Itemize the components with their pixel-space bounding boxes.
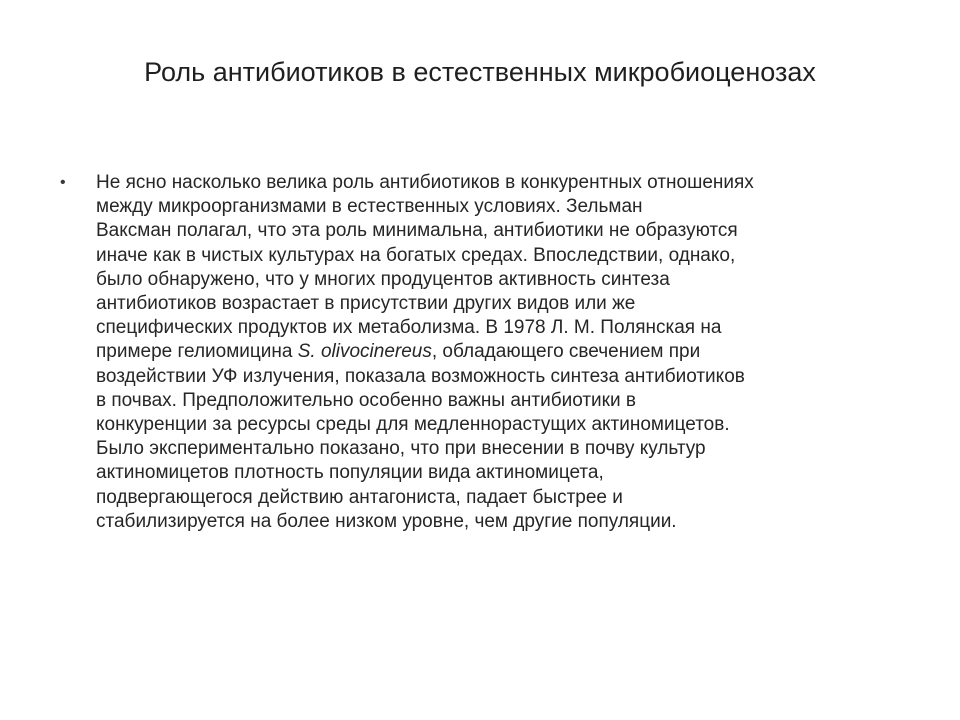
paragraph-line: в почвах. Предположительно особенно важны антибиотики в — [96, 389, 636, 411]
species-name: S. olivocinereus — [297, 341, 432, 363]
paragraph-line: подвергающегося действию антагониста, падает быстрее и — [96, 486, 623, 508]
paragraph-text: примере гелиомицина — [96, 341, 298, 363]
paragraph-text: , обладающего свечением при — [431, 341, 701, 363]
paragraph-line: между микроорганизмами в естественных условиях. Зельман — [96, 196, 643, 218]
paragraph-line: иначе как в чистых культурах на богатых средах. Впоследствии, однако, — [96, 244, 736, 266]
paragraph-line: Ваксман полагал, что эта роль минимальна, антибиотики не образуются — [96, 220, 738, 242]
paragraph-line: специфических продуктов их метаболизма. В 1978 Л. М. Полянская на — [96, 317, 722, 339]
paragraph-line: было обнаружено, что у многих продуцентов активность синтеза — [96, 268, 670, 290]
paragraph-line: воздействии УФ излучения, показала возможность синтеза антибиотиков — [96, 365, 745, 387]
bullet-icon: • — [60, 174, 66, 191]
paragraph-line: конкуренции за ресурсы среды для медленнорастущих актиномицетов. — [96, 414, 730, 436]
paragraph-line: Не ясно насколько велика роль антибиотиков в конкурентных отношениях — [96, 172, 754, 193]
bullet-item — [60, 171, 910, 534]
paragraph-line: актиномицетов плотность популяции вида актиномицета, — [96, 462, 604, 484]
paragraph-line: стабилизируется на более низком уровне, чем другие популяции. — [96, 510, 677, 532]
bullet-list — [60, 171, 910, 534]
bullet-paragraph — [96, 171, 910, 534]
paragraph-line: Было экспериментально показано, что при внесении в почву культур — [96, 438, 706, 460]
paragraph-line — [96, 340, 910, 364]
slide-title: Роль антибиотиков в естественных микробиоценозах — [144, 57, 816, 87]
paragraph-line: антибиотиков возрастает в присутствии других видов или же — [96, 293, 636, 315]
